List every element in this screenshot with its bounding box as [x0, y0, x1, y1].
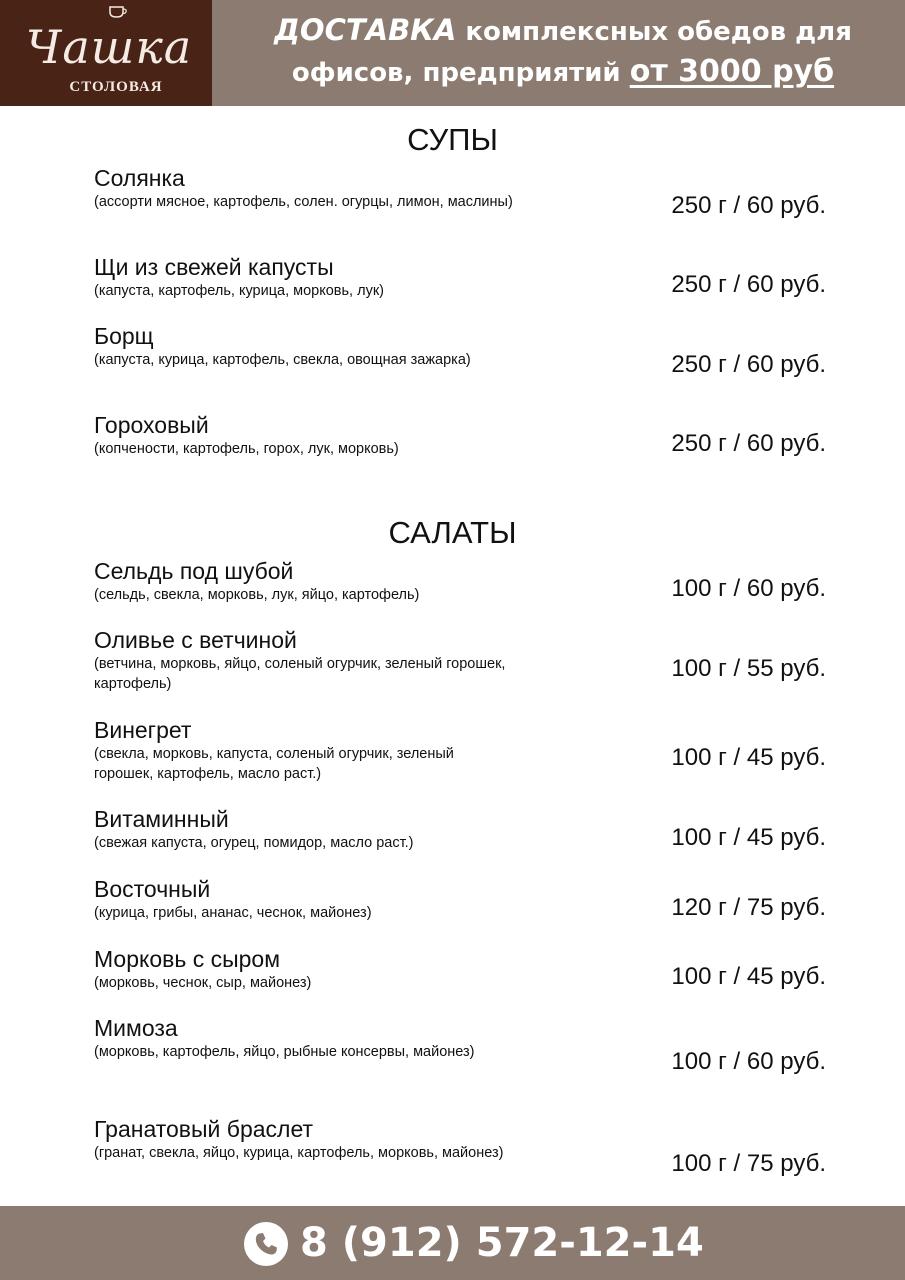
item-price: 100 г / 60 руб. — [671, 1048, 826, 1075]
phone-icon — [244, 1222, 288, 1266]
headline-price: от 3000 руб — [629, 54, 835, 89]
item-price: 100 г / 45 руб. — [671, 963, 826, 990]
menu-item — [94, 875, 614, 923]
item-name: Винегрет — [94, 717, 192, 743]
menu-item — [94, 411, 614, 459]
item-price: 250 г / 60 руб. — [671, 271, 826, 298]
menu-item — [94, 1115, 614, 1163]
item-desc: (гранат, свекла, яйцо, курица, картофель, морковь, майонез) — [94, 1145, 504, 1161]
item-name: Витаминный — [94, 806, 229, 832]
item-price: 250 г / 60 руб. — [671, 430, 826, 457]
menu-item — [94, 253, 614, 301]
logo-subtitle: СТОЛОВАЯ — [69, 79, 163, 95]
item-name: Гранатовый браслет — [94, 1116, 314, 1142]
item-name: Мимоза — [94, 1015, 178, 1041]
menu-item — [94, 626, 614, 694]
item-desc: (свекла, морковь, капуста, соленый огурчик, зеленый горошек, картофель, масло раст.) — [94, 746, 454, 782]
header-banner — [0, 0, 905, 106]
item-price: 100 г / 75 руб. — [671, 1150, 826, 1177]
menu-item — [94, 322, 614, 370]
item-name: Оливье с ветчиной — [94, 627, 297, 653]
menu-item — [94, 805, 614, 853]
headline-emphasis: ДОСТАВКА — [274, 13, 457, 47]
logo-script: Чашка — [25, 20, 193, 74]
section-title-salads: САЛАТЫ — [388, 515, 517, 550]
item-name: Сельдь под шубой — [94, 558, 294, 584]
item-price: 120 г / 75 руб. — [671, 894, 826, 921]
phone-number[interactable]: 8 (912) 572-12-14 — [300, 1220, 704, 1266]
item-price: 100 г / 45 руб. — [671, 744, 826, 771]
item-name: Солянка — [94, 165, 185, 191]
menu-item — [94, 1014, 614, 1062]
item-desc: (капуста, картофель, курица, морковь, лук) — [94, 283, 384, 299]
item-desc: (копчености, картофель, горох, лук, морковь) — [94, 441, 399, 457]
item-price: 100 г / 60 руб. — [671, 575, 826, 602]
item-desc: (ассорти мясное, картофель, солен. огурцы, лимон, маслины) — [94, 194, 513, 210]
item-name: Гороховый — [94, 412, 209, 438]
item-desc: (сельдь, свекла, морковь, лук, яйцо, картофель) — [94, 587, 420, 603]
section-title-soups: СУПЫ — [407, 122, 498, 157]
cup-icon — [108, 4, 128, 18]
menu-item — [94, 945, 614, 993]
item-name: Борщ — [94, 323, 154, 349]
item-desc: (морковь, картофель, яйцо, рыбные консервы, майонез) — [94, 1044, 475, 1060]
menu-item — [94, 716, 614, 784]
item-desc: (ветчина, морковь, яйцо, соленый огурчик, зеленый горошек, картофель) — [94, 656, 506, 692]
menu-item — [94, 164, 614, 212]
item-desc: (свежая капуста, огурец, помидор, масло раст.) — [94, 835, 414, 851]
logo[interactable] — [0, 0, 212, 106]
item-name: Морковь с сыром — [94, 946, 281, 972]
item-price: 100 г / 55 руб. — [671, 655, 826, 682]
menu-item — [94, 557, 614, 605]
item-price: 250 г / 60 руб. — [671, 192, 826, 219]
item-price: 250 г / 60 руб. — [671, 351, 826, 378]
item-price: 100 г / 45 руб. — [671, 824, 826, 851]
headline — [228, 10, 898, 93]
headline-line1: комплексных обедов для — [456, 17, 852, 47]
item-desc: (курица, грибы, ананас, чеснок, майонез) — [94, 905, 372, 921]
item-desc: (капуста, курица, картофель, свекла, овощная зажарка) — [94, 352, 471, 368]
item-desc: (морковь, чеснок, сыр, майонез) — [94, 975, 312, 991]
item-name: Восточный — [94, 876, 211, 902]
headline-line2: офисов, предприятий — [291, 58, 630, 88]
item-name: Щи из свежей капусты — [94, 254, 334, 280]
